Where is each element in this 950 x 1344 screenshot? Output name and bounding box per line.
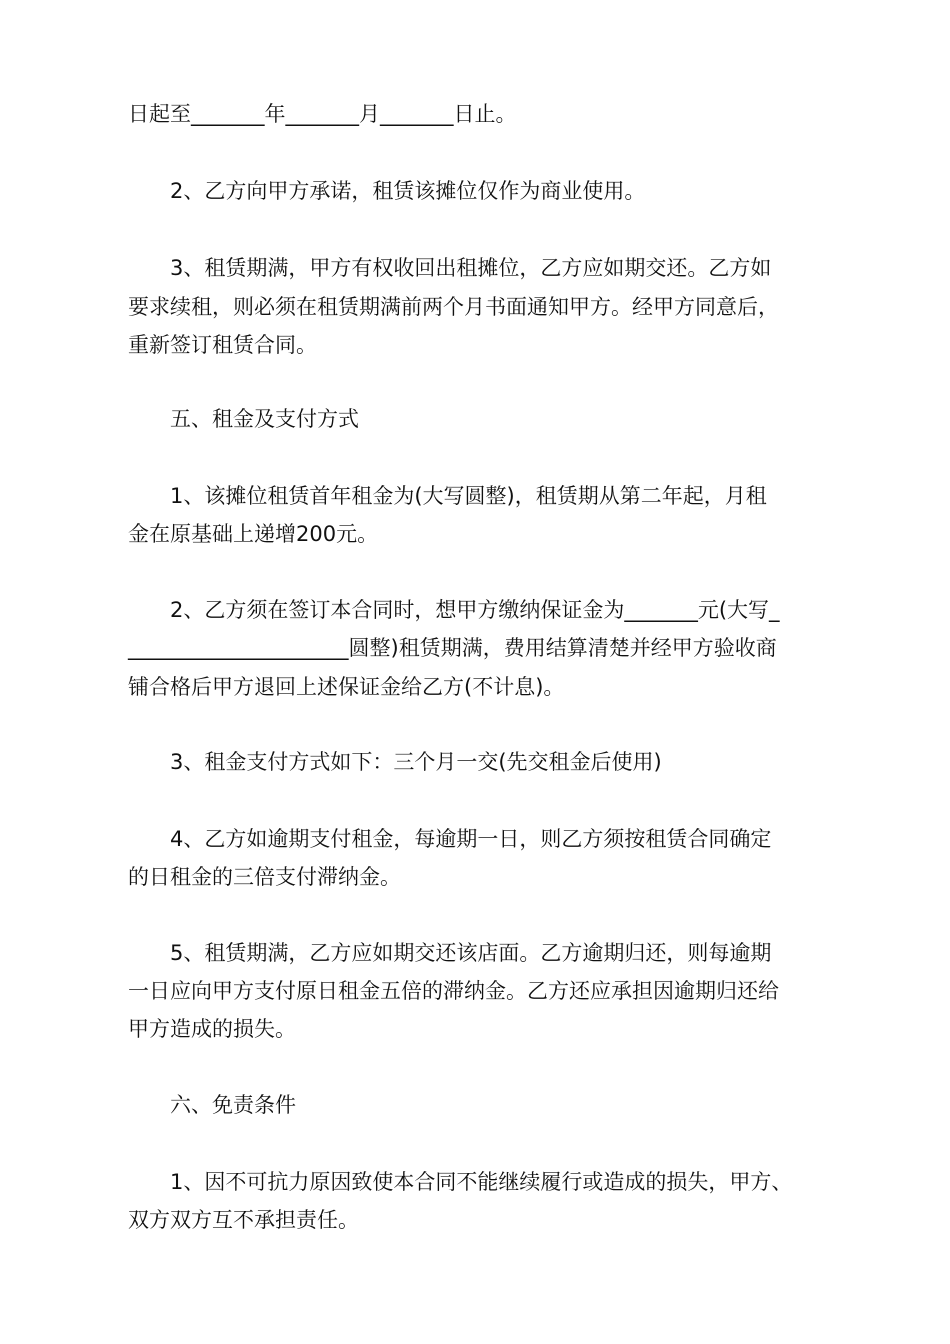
clause-5-1-line-2: 金在原基础上递增200元。 — [128, 522, 379, 546]
clause-5-5-line-3: 甲方造成的损失。 — [128, 1017, 296, 1041]
clause-5-2-line-2: _____________________圆整)租赁期满，费用结算清楚并经甲方验收商 — [128, 636, 777, 660]
clause-5-5-line-1: 5、租赁期满，乙方应如期交还该店面。乙方逾期归还，则每逾期 — [170, 941, 772, 965]
clause-6-1-line-2: 双方双方互不承担责任。 — [128, 1208, 359, 1232]
clause-4-3-line-1: 3、租赁期满，甲方有权收回出租摊位，乙方应如期交还。乙方如 — [170, 256, 772, 280]
clause-5-2-line-1: 2、乙方须在签订本合同时，想甲方缴纳保证金为_______元(大写_ — [170, 598, 780, 622]
clause-4-3-line-2: 要求续租，则必须在租赁期满前两个月书面通知甲方。经甲方同意后， — [128, 295, 779, 319]
clause-5-4-line-1: 4、乙方如逾期支付租金，每逾期一日，则乙方须按租赁合同确定 — [170, 827, 772, 851]
clause-5-2-line-3: 铺合格后甲方退回上述保证金给乙方(不计息)。 — [128, 675, 565, 699]
term-end-line: 日起至_______年_______月_______日止。 — [128, 102, 517, 126]
clause-6-1-line-1: 1、因不可抗力原因致使本合同不能继续履行或造成的损失，甲方、 — [170, 1170, 793, 1194]
clause-5-4-line-2: 的日租金的三倍支付滞纳金。 — [128, 865, 401, 889]
clause-5-1-line-1: 1、该摊位租赁首年租金为(大写圆整)，租赁期从第二年起，月租 — [170, 484, 767, 508]
clause-5-5-line-2: 一日应向甲方支付原日租金五倍的滞纳金。乙方还应承担因逾期归还给 — [128, 979, 779, 1003]
clause-4-3-line-3: 重新签订租赁合同。 — [128, 333, 317, 357]
section-5-heading: 五、租金及支付方式 — [170, 407, 359, 431]
clause-5-3-line-1: 3、租金支付方式如下：三个月一交(先交租金后使用) — [170, 750, 662, 774]
section-6-heading: 六、免责条件 — [170, 1093, 296, 1117]
clause-4-2-line-1: 2、乙方向甲方承诺，租赁该摊位仅作为商业使用。 — [170, 179, 646, 203]
